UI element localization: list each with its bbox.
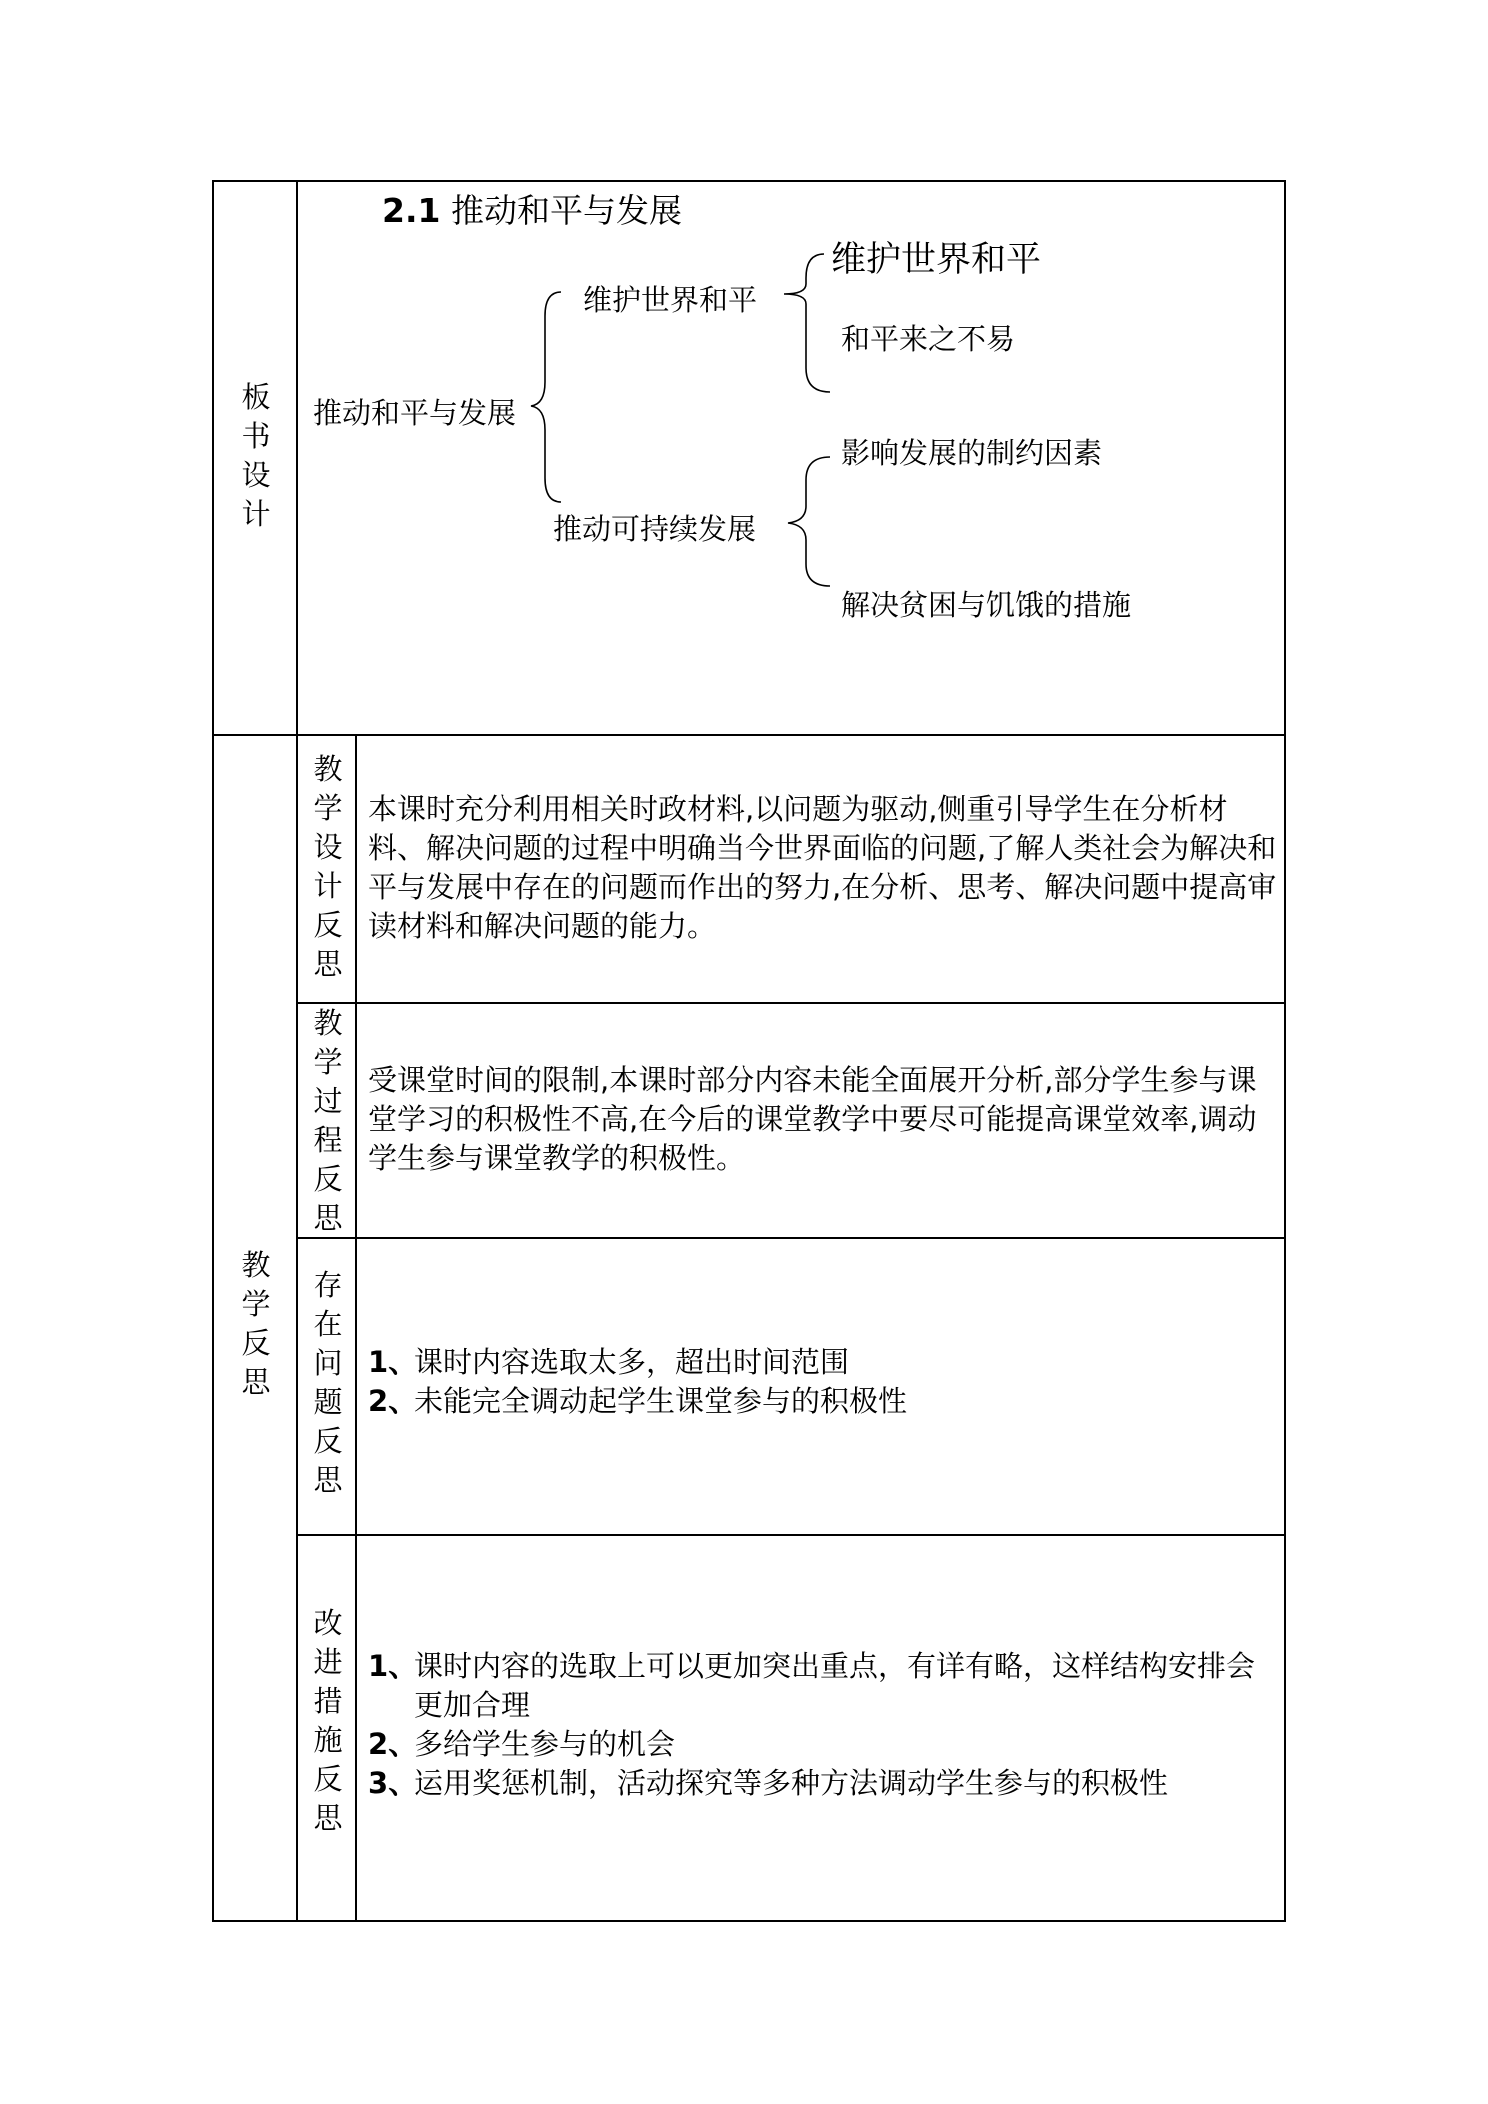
label-char: 教 — [313, 1006, 343, 1040]
label-char: 过 — [313, 1084, 343, 1118]
improvement-reflection-label — [308, 1604, 348, 1838]
row-divider-1 — [296, 1002, 1286, 1004]
mindmap-branch-peace: 维护世界和平 — [583, 283, 758, 317]
board-title-text: 推动和平与发展 — [440, 191, 682, 230]
board-label-char: 计 — [241, 497, 271, 531]
reflection-label-char: 反 — [241, 1326, 271, 1360]
label-char: 进 — [313, 1645, 343, 1679]
list-item — [368, 1343, 1278, 1382]
label-char: 设 — [313, 830, 343, 864]
label-char: 反 — [313, 1762, 343, 1796]
label-char: 程 — [313, 1123, 343, 1157]
list-item — [368, 1764, 1278, 1803]
improvement-list — [368, 1647, 1278, 1803]
list-number: 2、 — [368, 1727, 418, 1761]
problems-reflection-label — [308, 1266, 348, 1500]
list-text: 课时内容的选取上可以更加突出重点，有详有略，这样结构安排会更加合理 — [414, 1649, 1256, 1722]
board-design-label — [236, 378, 276, 534]
list-number: 1、 — [368, 1649, 418, 1683]
list-text: 运用奖惩机制，活动探究等多种方法调动学生参与的积极性 — [414, 1766, 1169, 1800]
label-char: 问 — [313, 1346, 343, 1380]
board-title — [382, 185, 682, 232]
mindmap-root: 推动和平与发展 — [313, 396, 517, 430]
label-char: 题 — [313, 1385, 343, 1419]
label-char: 在 — [313, 1307, 343, 1341]
label-char: 反 — [313, 1424, 343, 1458]
list-text: 课时内容选取太多，超出时间范围 — [414, 1345, 850, 1379]
label-char: 思 — [313, 947, 343, 981]
label-char: 计 — [313, 869, 343, 903]
sublabel-column-divider — [355, 734, 357, 1922]
list-item — [368, 1647, 1278, 1725]
mindmap-leaf-peace-hard-won: 和平来之不易 — [841, 322, 1016, 356]
list-number: 1、 — [368, 1345, 418, 1379]
process-reflection-text: 受课堂时间的限制,本课时部分内容未能全面展开分析,部分学生参与课堂学习的积极性不高,在今后的课堂教学中要尽可能提高课堂效率,调动学生参与课堂教学的积极性。 — [368, 1063, 1257, 1175]
label-column-divider — [296, 180, 298, 1922]
reflection-label-char: 思 — [241, 1365, 271, 1399]
mindmap-leaf-constraints: 影响发展的制约因素 — [841, 436, 1103, 470]
label-char: 措 — [313, 1684, 343, 1718]
mindmap-branch-development: 推动可持续发展 — [553, 512, 757, 546]
board-label-char: 设 — [241, 458, 271, 492]
list-text: 未能完全调动起学生课堂参与的积极性 — [414, 1384, 908, 1418]
list-number: 3、 — [368, 1766, 418, 1800]
label-char: 学 — [313, 1045, 343, 1079]
label-char: 反 — [313, 908, 343, 942]
row-divider-3 — [296, 1534, 1286, 1536]
design-reflection-label — [308, 750, 348, 984]
process-reflection-label — [308, 1004, 348, 1238]
board-label-char: 板 — [241, 380, 271, 414]
reflection-label-char: 学 — [241, 1287, 271, 1321]
label-char: 学 — [313, 791, 343, 825]
reflection-label — [236, 1246, 276, 1402]
mindmap-leaf-maintain-peace: 维护世界和平 — [831, 240, 1042, 280]
label-char: 施 — [313, 1723, 343, 1757]
design-reflection-text: 本课时充分利用相关时政材料,以问题为驱动,侧重引导学生在分析材料、解决问题的过程中明确当今世界面临的问题,了解人类社会为解决和平与发展中存在的问题而作出的努力,在分析、思考、解决问题中提高审读材料和解决问题的能力。 — [368, 792, 1277, 943]
label-char: 教 — [313, 752, 343, 786]
board-label-char: 书 — [241, 419, 271, 453]
board-title-number: 2.1 — [382, 191, 441, 230]
row-divider-2 — [296, 1237, 1286, 1239]
label-char: 思 — [313, 1201, 343, 1235]
label-char: 思 — [313, 1801, 343, 1835]
reflection-label-char: 教 — [241, 1248, 271, 1282]
label-char: 改 — [313, 1606, 343, 1640]
label-char: 存 — [313, 1268, 343, 1302]
mindmap-leaf-poverty-measures: 解决贫困与饥饿的措施 — [841, 588, 1132, 622]
label-char: 思 — [313, 1463, 343, 1497]
section-divider — [212, 734, 1286, 736]
list-item — [368, 1725, 1278, 1764]
list-item — [368, 1382, 1278, 1421]
label-char: 反 — [313, 1162, 343, 1196]
problems-list — [368, 1343, 1278, 1421]
list-text: 多给学生参与的机会 — [414, 1727, 676, 1761]
list-number: 2、 — [368, 1384, 418, 1418]
